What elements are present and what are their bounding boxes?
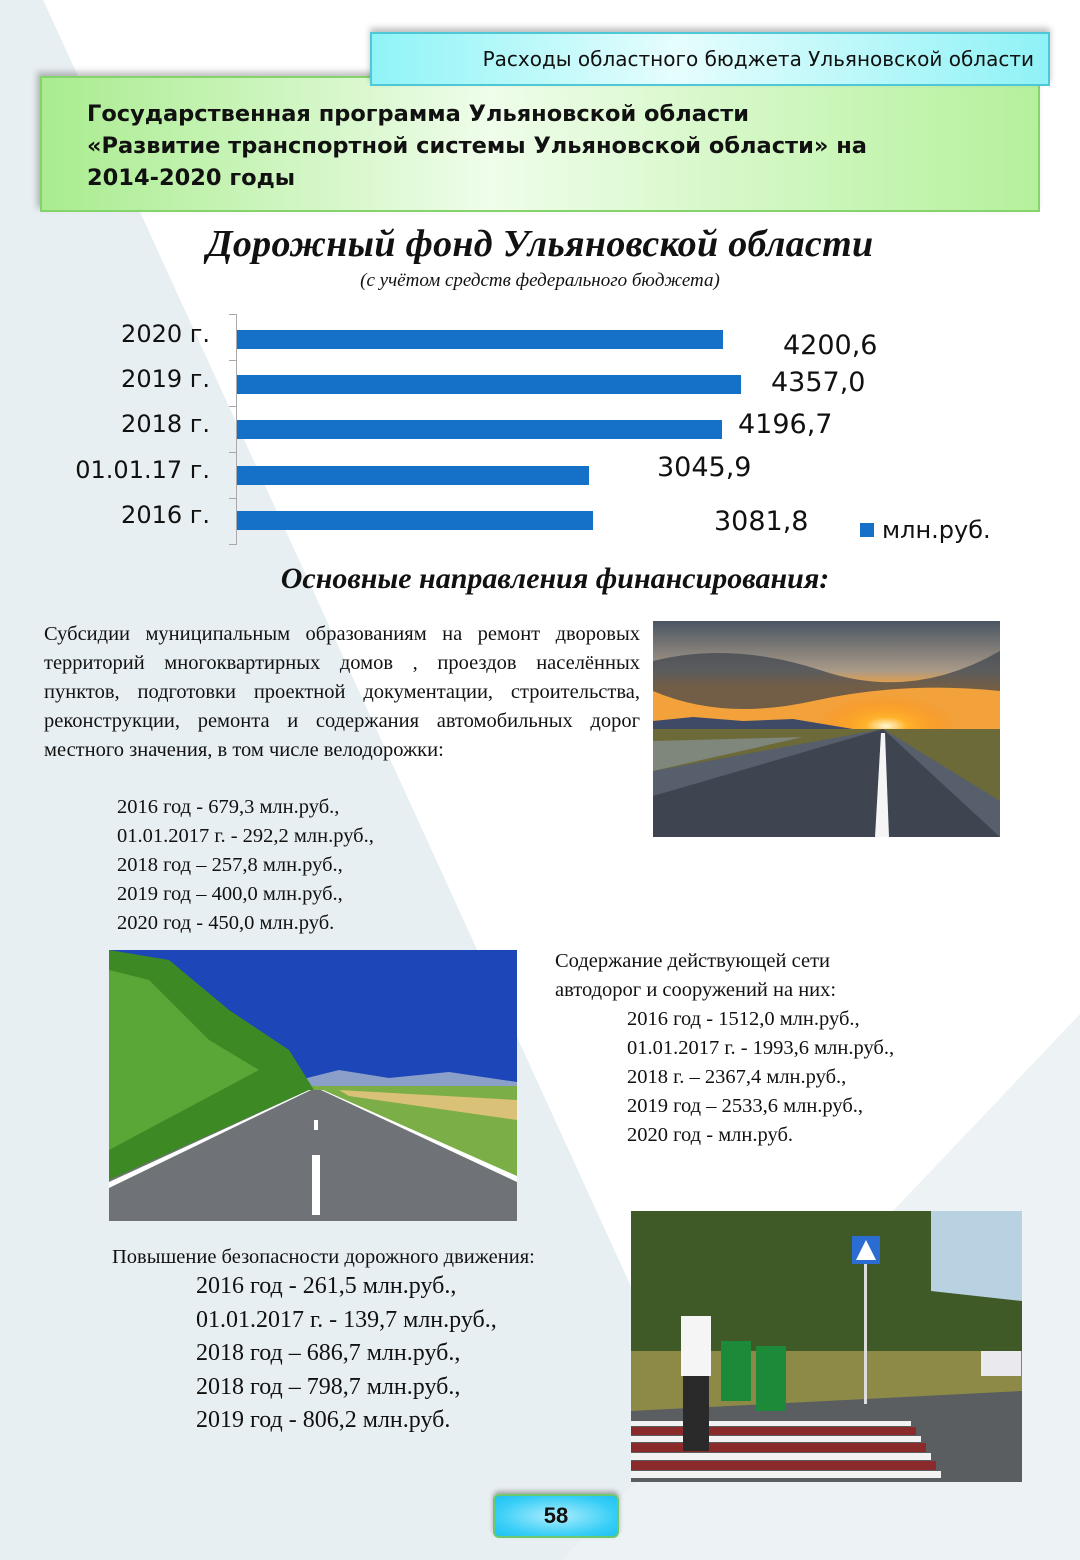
chart-bar	[237, 511, 593, 530]
fund-title: Дорожный фонд Ульяновской области	[206, 223, 874, 265]
list-item: 2018 год – 257,8 млн.руб.,	[117, 854, 343, 876]
program-title-line-2: «Развитие транспортной системы Ульяновской области» на	[87, 133, 867, 159]
program-title-line-3: 2014-2020 годы	[87, 165, 296, 191]
sunset-road-photo	[653, 621, 1000, 837]
list-item: 2019 год - 806,2 млн.руб.	[196, 1407, 451, 1433]
maintenance-line-1: Содержание действующей сети	[555, 950, 830, 972]
subsidies-list	[117, 793, 374, 938]
list-item: 2016 год - 261,5 млн.руб.,	[196, 1273, 457, 1299]
chart-legend	[860, 516, 991, 544]
list-item: 2019 год – 400,0 млн.руб.,	[117, 883, 343, 905]
list-item: 01.01.2017 г. - 292,2 млн.руб.,	[117, 825, 374, 847]
chart-axis-tick	[229, 498, 237, 499]
list-item: 01.01.2017 г. - 1993,6 млн.руб.,	[627, 1037, 895, 1059]
chart-bar	[237, 330, 723, 349]
list-item: 2016 год - 1512,0 млн.руб.,	[627, 1008, 860, 1030]
chart-axis-tick	[229, 314, 237, 315]
pedestrian-crossing-photo	[631, 1211, 1022, 1482]
list-item: 01.01.2017 г. - 139,7 млн.руб.,	[196, 1306, 497, 1333]
chart-axis-tick	[229, 544, 237, 545]
list-item: 2018 г. – 2367,4 млн.руб.,	[627, 1066, 847, 1088]
chart-category-label: 2020 г.	[121, 320, 210, 348]
subsidies-description: Субсидии муниципальным образованиям на ремонт дворовых территорий многоквартирных домов , проездов населённых пунктов, подготовки проектной документации, строительства, реконструкции, ремонта и содержания автомобильных дорог местного значения, в том числе велодорожки:	[44, 623, 640, 761]
program-title-line-1: Государственная программа Ульяновской области	[87, 101, 750, 127]
fund-subtitle: (с учётом средств федерального бюджета)	[360, 270, 720, 291]
safety-list	[196, 1270, 497, 1438]
chart-category-label: 2019 г.	[121, 365, 210, 393]
maintenance-description	[555, 947, 836, 1005]
chart-value-label: 4357,0	[771, 367, 866, 398]
directions-title: Основные направления финансирования:	[280, 562, 830, 595]
chart-bar	[237, 420, 722, 439]
legend-swatch-icon	[860, 523, 874, 537]
chart-value-label: 3045,9	[657, 452, 752, 483]
maintenance-list	[627, 1005, 894, 1150]
summer-road-photo	[109, 950, 517, 1221]
legend-label: млн.руб.	[882, 516, 991, 544]
list-item: 2018 год – 798,7 млн.руб.,	[196, 1373, 461, 1400]
list-item: 2018 год – 686,7 млн.руб.,	[196, 1340, 461, 1366]
chart-value-label: 4200,6	[783, 330, 878, 361]
chart-bar	[237, 375, 741, 394]
chart-axis-tick	[229, 452, 237, 453]
list-item: 2019 год – 2533,6 млн.руб.,	[627, 1095, 864, 1117]
list-item: 2020 год - млн.руб.	[627, 1124, 794, 1146]
road-fund-bar-chart	[60, 310, 1060, 550]
page-number-badge	[493, 1494, 619, 1538]
chart-category-label: 2018 г.	[121, 410, 210, 438]
list-item: 2016 год - 679,3 млн.руб.,	[117, 796, 340, 818]
chart-axis-tick	[229, 360, 237, 361]
chart-value-label: 4196,7	[738, 409, 833, 440]
section-title: Расходы областного бюджета Ульяновской области	[482, 47, 1034, 71]
chart-axis-tick	[229, 406, 237, 407]
chart-category-label: 2016 г.	[121, 501, 210, 529]
list-item: 2020 год - 450,0 млн.руб.	[117, 912, 335, 934]
chart-category-label: 01.01.17 г.	[75, 456, 210, 484]
section-title-banner	[370, 32, 1050, 86]
page-number: 58	[543, 1503, 569, 1528]
chart-value-label: 3081,8	[714, 506, 809, 537]
chart-bar	[237, 466, 589, 485]
maintenance-line-2: автодорог и сооружений на них:	[555, 979, 837, 1001]
safety-description: Повышение безопасности дорожного движения:	[112, 1246, 535, 1268]
program-title-banner	[40, 76, 1040, 212]
